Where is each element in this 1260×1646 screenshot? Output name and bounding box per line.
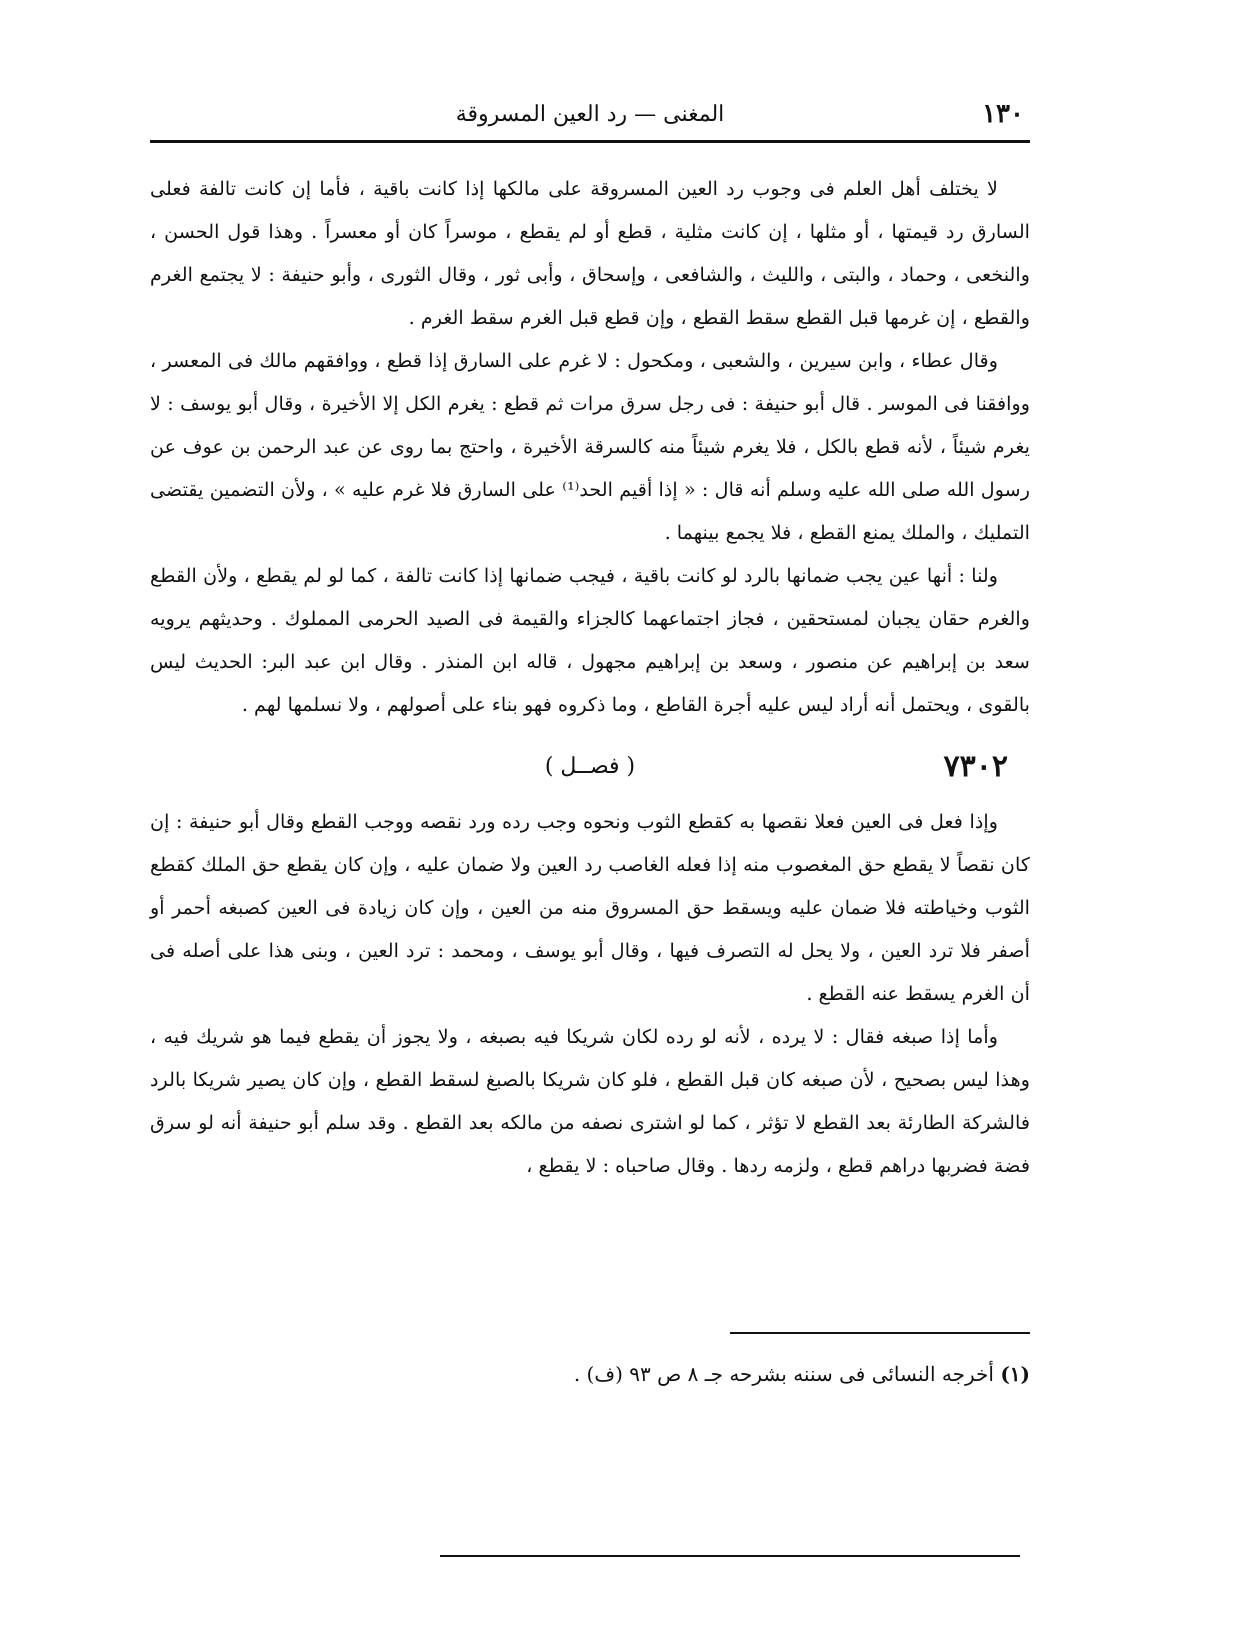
paragraph-5: وأما إذا صبغه فقال : لا يرده ، لأنه لو رده لكان شريكا فيه بصبغه ، ولا يجوز أن يقطع فيما هو شريك فيه ، وهذا ليس بصحيح ، لأن صبغه كان قبل القطع ، فلو كان شريكا بالصبغ لسقط القطع ، وإن كان يصير شريكا بالرد فالشركة الطارئة بعد القطع لا تؤثر ، كما لو اشترى نصفه من مالكه بعد القطع . وقد سلم أبو حنيفة أنه لو سرق فضة فضربها دراهم قطع ، ولزمه ردها . وقال صاحباه : لا يقطع ،	[150, 1025, 1030, 1177]
section-title: ( فصــل )	[544, 753, 636, 779]
bottom-rule	[440, 1555, 1020, 1557]
footnote-rule	[730, 1332, 1030, 1334]
section-heading	[150, 738, 1030, 794]
paragraph-4: وإذا فعل فى العين فعلا نقصها به كقطع الثوب ونحوه وجب رده ورد نقصه ووجب القطع وقال أبو حنيفة : إن كان نقصاً لا يقطع حق المغصوب منه إذا فعله الغاصب رد العين ولا ضمان عليه ، وإن كان يقطع حق الملك كقطع الثوب وخياطته فلا ضمان عليه ويسقط حق المسروق منه من العين ، وإن كان زيادة فى العين كصبغه أحمر أو أصفر فلا ترد العين ، ولا يحل له التصرف فيها ، وقال أبو يوسف ، ومحمد : ترد العين ، وبنى هذا على أصله فى أن الغرم يسقط عنه القطع .	[150, 810, 1030, 1005]
paragraph-1: لا يختلف أهل العلم فى وجوب رد العين المسروقة على مالكها إذا كانت باقية ، فأما إن كانت تالفة فعلى السارق رد قيمتها ، أو مثلها ، إن كانت مثلية ، قطع أو لم يقطع ، موسراً كان أو معسراً . وهذا قول الحسن ، والنخعى ، وحماد ، والبتى ، والليث ، والشافعى ، وإسحاق ، وأبى ثور ، وقال الثورى ، وأبو حنيفة : لا يجتمع الغرم والقطع ، إن غرمها قبل القطع سقط القطع ، وإن قطع قبل الغرم سقط الغرم .	[150, 177, 1030, 329]
main-text	[150, 167, 1030, 1187]
footnote-text: أخرجه النسائى فى سننه بشرحه جـ ٨ ص ٩٣ (ف) .	[573, 1362, 994, 1386]
document-page	[150, 90, 1030, 1610]
paragraph-3: ولنا : أنها عين يجب ضمانها بالرد لو كانت باقية ، فيجب ضمانها إذا كانت تالفة ، كما لو لم يقطع ، ولأن القطع والغرم حقان يجبان لمستحقين ، فجاز اجتماعهما كالجزاء والقيمة فى الصيد الحرمى المملوك . وحديثهم يرويه سعد بن إبراهيم عن منصور ، وسعد بن إبراهيم مجهول ، قاله ابن المنذر . وقال ابن عبد البر: الحديث ليس بالقوى ، ويحتمل أنه أراد ليس عليه أجرة القاطع ، وما ذكروه فهو بناء على أصولهم ، ولا نسلمها لهم .	[150, 564, 1030, 716]
page-number: ١٣٠	[982, 99, 1024, 129]
header-rule	[150, 140, 1030, 143]
running-title: المغنى — رد العين المسروقة	[455, 101, 725, 127]
section-number: ٧٣٠٢	[943, 748, 1008, 784]
footnote-number: (١)	[1000, 1362, 1030, 1386]
footnote	[150, 1354, 1030, 1394]
paragraph-2: وقال عطاء ، وابن سيرين ، والشعبى ، ومكحول : لا غرم على السارق إذا قطع ، ووافقهم مالك فى المعسر ، ووافقنا فى الموسر . قال أبو حنيفة : فى رجل سرق مرات ثم قطع : يغرم الكل إلا الأخيرة ، وقال أبو يوسف : لا يغرم شيئاً ، لأنه قطع بالكل ، فلا يغرم شيئاً منه كالسرقة الأخيرة ، واحتج بما روى عن عبد الرحمن بن عوف عن رسول الله صلى الله عليه وسلم أنه قال : « إذا أقيم الحد⁽¹⁾ على السارق فلا غرم عليه » ، ولأن التضمين يقتضى التمليك ، والملك يمنع القطع ، فلا يجمع بينهما .	[150, 349, 1030, 544]
page-header	[150, 90, 1030, 138]
